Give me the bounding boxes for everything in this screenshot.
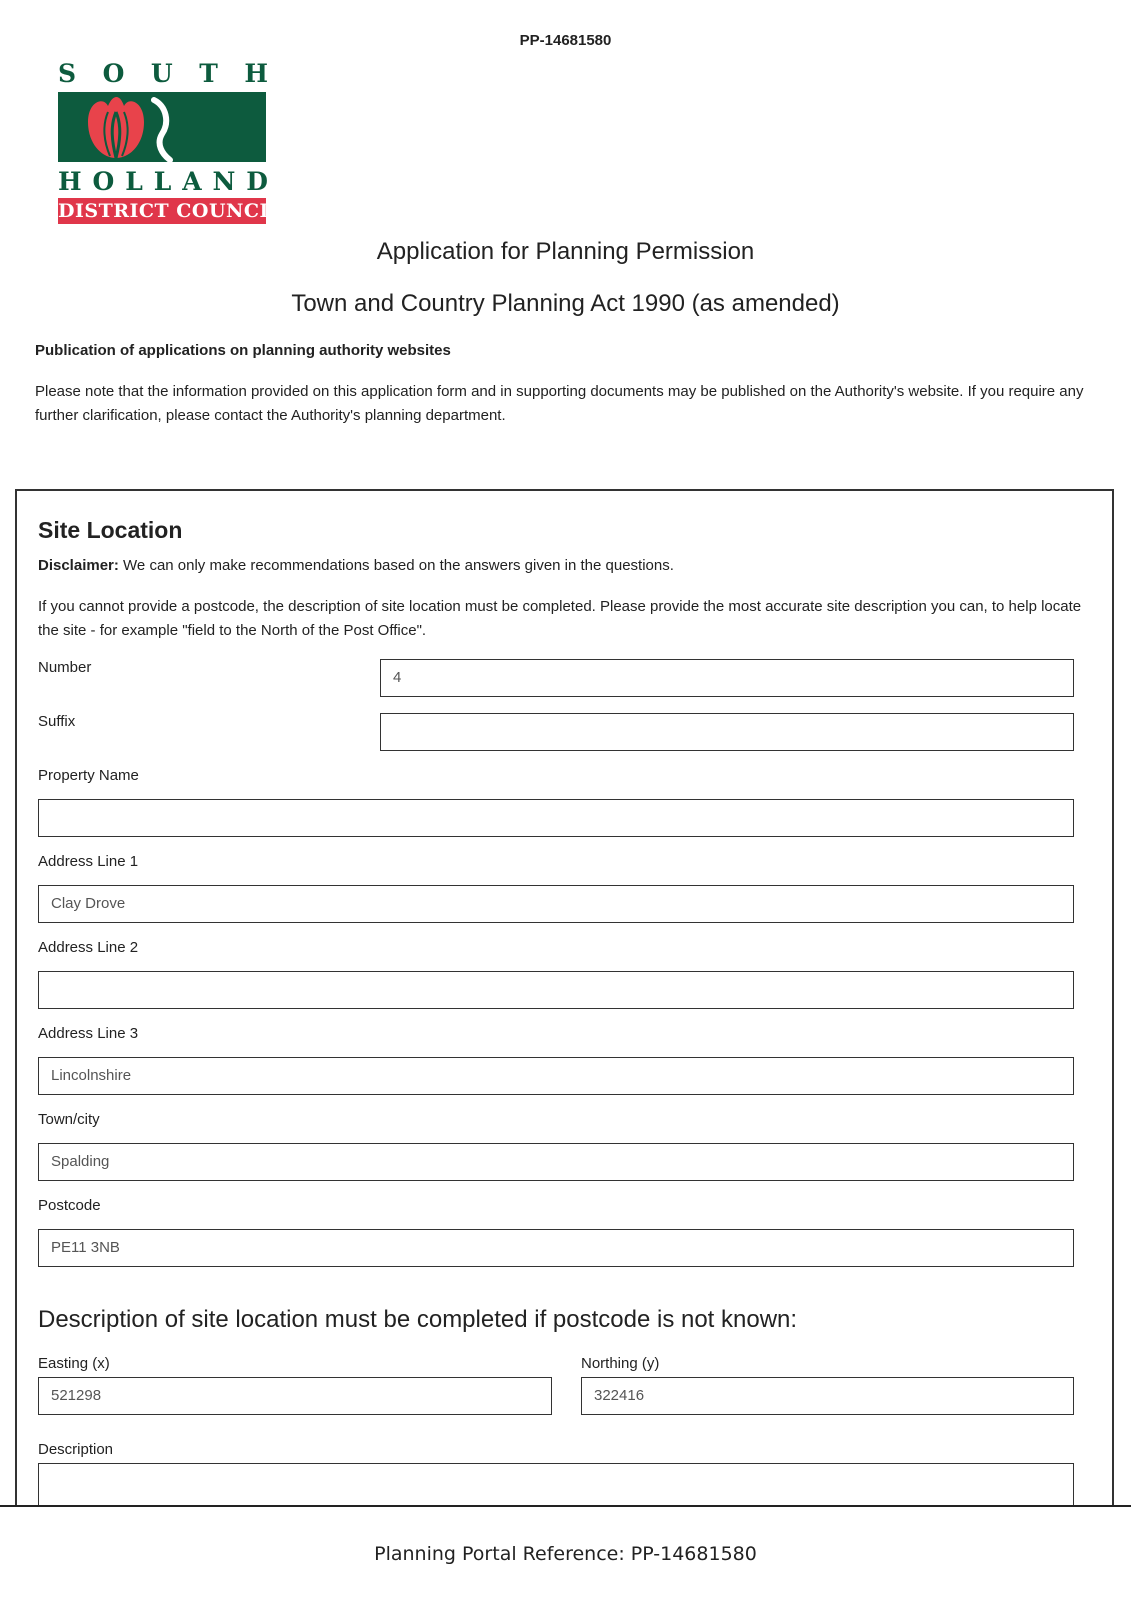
- logo-south-text: S O U T H: [58, 59, 268, 88]
- publication-heading: Publication of applications on planning authority websites: [35, 342, 451, 359]
- page-title: Application for Planning Permission: [376, 238, 755, 265]
- address-line-1-field[interactable]: Clay Drove: [38, 885, 1074, 923]
- disclaimer: [38, 557, 674, 574]
- logo-tulip-emblem: [58, 92, 266, 162]
- site-location-section: [15, 489, 1114, 1505]
- reference-number: PP-14681580: [519, 32, 612, 49]
- logo-holland-text: H O L L A N D: [58, 167, 268, 196]
- town-city-field[interactable]: Spalding: [38, 1143, 1074, 1181]
- disclaimer-label: Disclaimer:: [38, 557, 119, 574]
- address-line-2-label: Address Line 2: [38, 939, 139, 956]
- easting-field[interactable]: 521298: [38, 1377, 552, 1415]
- description-heading: Description of site location must be completed if postcode is not known:: [38, 1306, 798, 1333]
- publication-text: Please note that the information provided on this application form and in supporting documents may be published on the Authority's website. If you require any further clarification, please contact the Authority's planning department.: [35, 383, 1084, 424]
- address-line-3-label: Address Line 3: [38, 1025, 139, 1042]
- address-line-2-field[interactable]: [38, 971, 1074, 1009]
- northing-field[interactable]: 322416: [581, 1377, 1074, 1415]
- site-location-intro: If you cannot provide a postcode, the description of site location must be completed. Please provide the most accurate site description you can, to help locate the site - for example "field to the North of the Post Office".: [38, 598, 1082, 639]
- description-label: Description: [38, 1441, 114, 1458]
- council-logo: [58, 59, 283, 222]
- property-name-field[interactable]: [38, 799, 1074, 837]
- description-field[interactable]: [38, 1463, 1074, 1507]
- page-subtitle: Town and Country Planning Act 1990 (as amended): [291, 290, 840, 317]
- easting-label: Easting (x): [38, 1355, 110, 1372]
- number-field[interactable]: 4: [380, 659, 1074, 697]
- address-line-3-field[interactable]: Lincolnshire: [38, 1057, 1074, 1095]
- address-line-1-label: Address Line 1: [38, 853, 139, 870]
- disclaimer-text: We can only make recommendations based on the answers given in the questions.: [118, 557, 674, 574]
- number-label: Number: [38, 659, 92, 676]
- page-divider: [0, 1505, 1131, 1507]
- postcode-label: Postcode: [38, 1197, 101, 1214]
- suffix-field[interactable]: [380, 713, 1074, 751]
- property-name-label: Property Name: [38, 767, 139, 784]
- suffix-label: Suffix: [38, 713, 76, 730]
- northing-label: Northing (y): [581, 1355, 660, 1372]
- postcode-field[interactable]: PE11 3NB: [38, 1229, 1074, 1267]
- town-city-label: Town/city: [38, 1111, 100, 1128]
- logo-district-council: DISTRICT COUNCIL: [58, 200, 283, 222]
- section-heading: Site Location: [38, 517, 183, 543]
- footer-reference: Planning Portal Reference: PP-14681580: [374, 1543, 757, 1565]
